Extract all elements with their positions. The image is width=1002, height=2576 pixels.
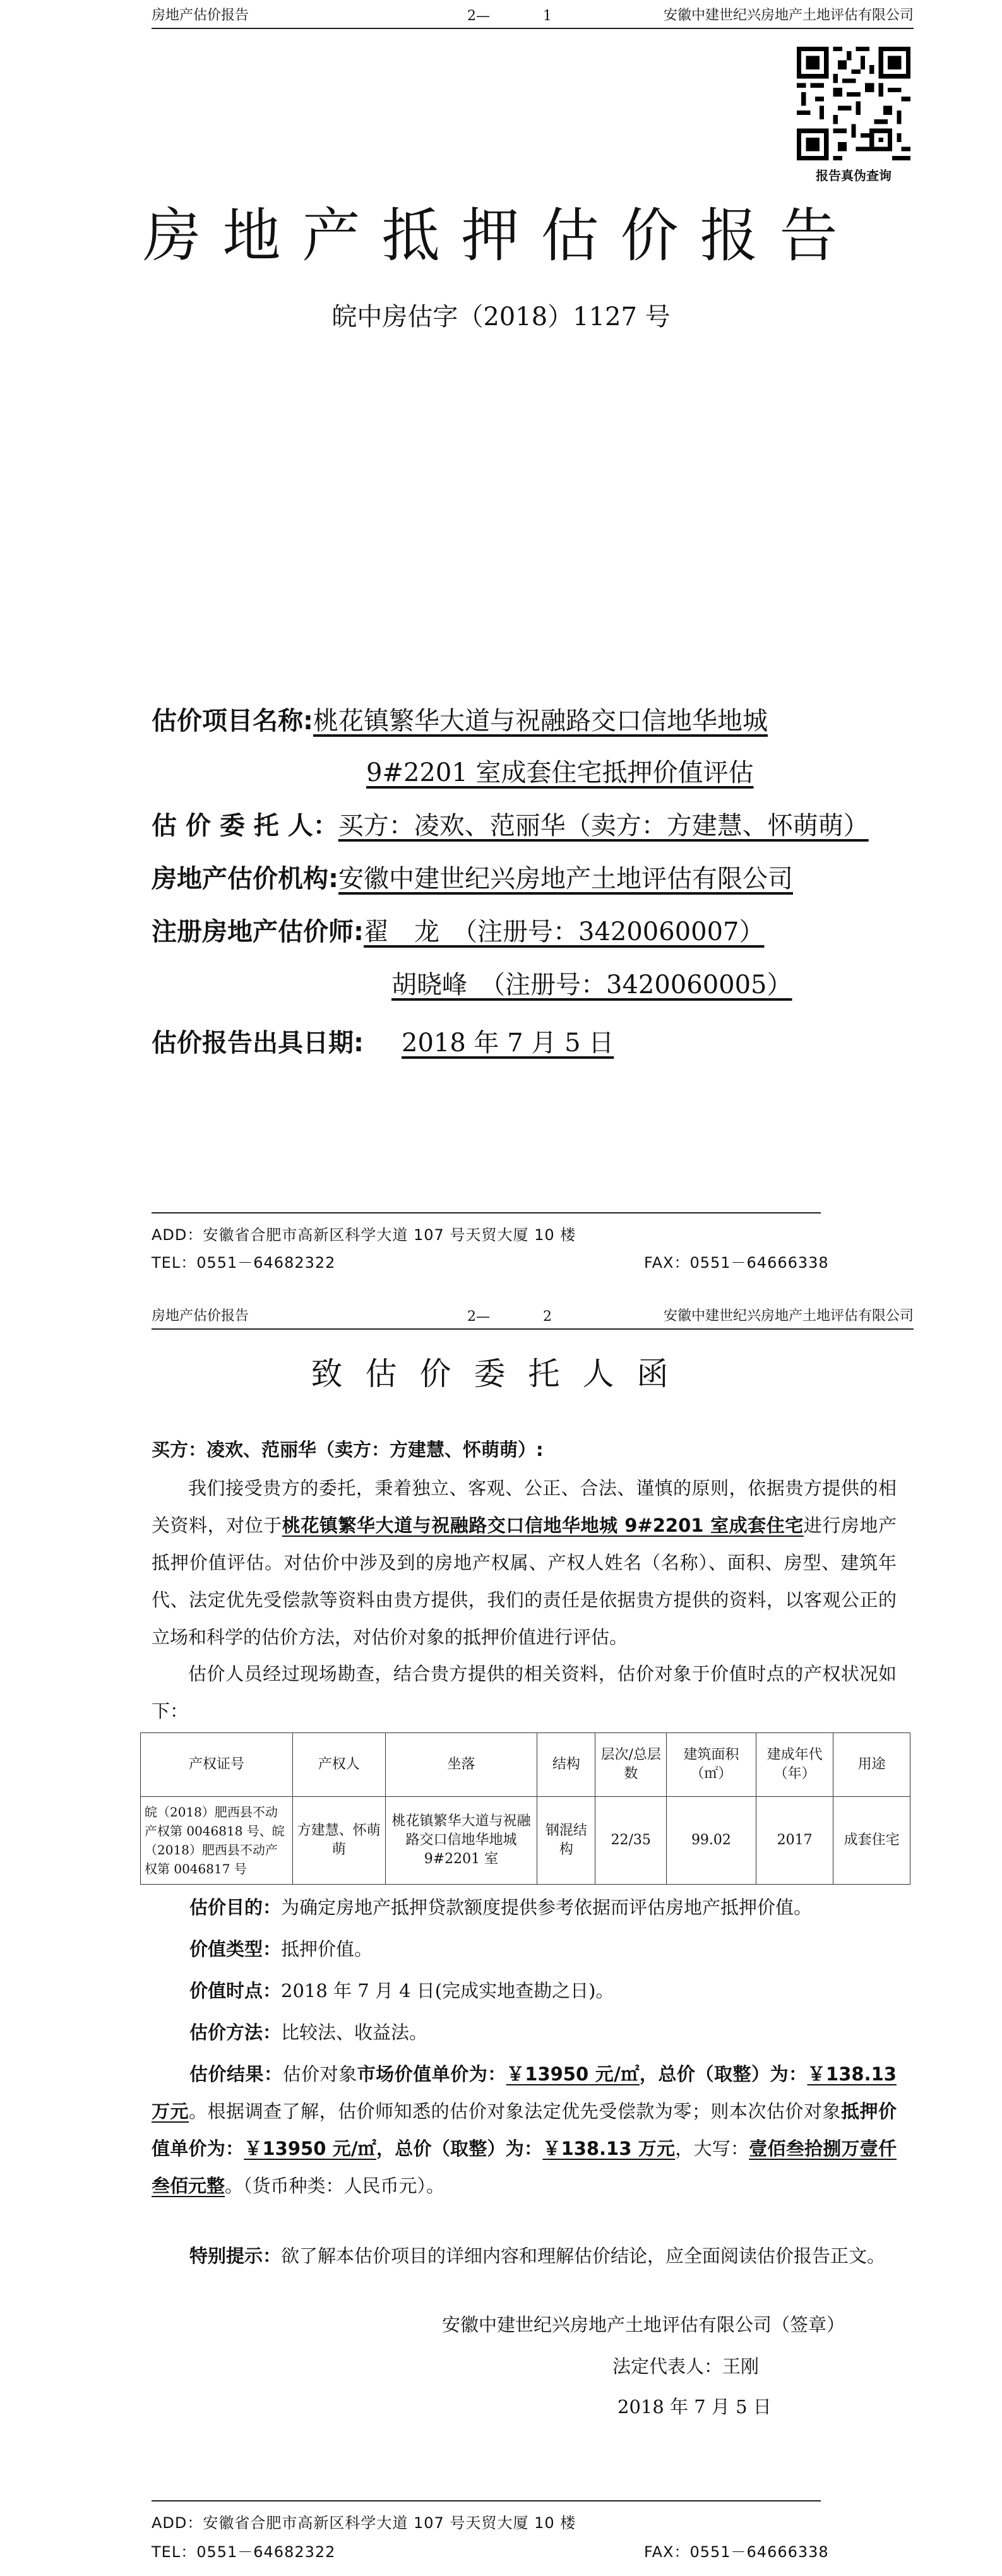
page-header [152, 0, 914, 29]
footer-contact [152, 2539, 859, 2561]
result-label: 估价结果： [189, 2063, 283, 2085]
notice-value: 欲了解本估价项目的详细内容和理解估价结论，应全面阅读估价报告正文。 [281, 2245, 886, 2267]
property-location: 桃花镇繁华大道与祝融路交口信地华地城 9#2201 室成套住宅 [282, 1515, 804, 1536]
table-header-row [141, 1733, 910, 1797]
header-page-prefix: 2— [467, 8, 490, 24]
table-header-cell: 层次/总层数 [595, 1733, 666, 1797]
appraiser-row-2 [391, 965, 792, 1001]
client-label: 估 价 委 托 人： [152, 811, 338, 840]
letter-paragraph-2: 估价人员经过现场勘查，结合贵方提供的相关资料，估价对象于价值时点的产权状况如下： [152, 1663, 897, 1722]
qr-code-icon[interactable] [797, 47, 910, 160]
report-title: 房地产抵押估价报告 [143, 202, 859, 270]
qr-caption: 报告真伪查询 [816, 168, 892, 183]
project-name-value: 桃花镇繁华大道与祝融路交口信地华地城 [313, 707, 768, 736]
letter-title: 致估价委托人函 [311, 1356, 691, 1392]
notice-label: 特别提示： [189, 2245, 282, 2267]
header-right: 安徽中建世纪兴房地产土地评估有限公司 [663, 8, 914, 23]
method-value: 比较法、收益法。 [281, 2022, 428, 2043]
table-header-cell: 建成年代（年） [756, 1733, 833, 1797]
issue-date-label: 估价报告出具日期: [152, 1029, 364, 1058]
table-cell-owner: 方建慧、怀萌萌 [292, 1797, 385, 1885]
letter-paragraph-1 [152, 1470, 897, 1656]
project-name-row-2 [366, 753, 753, 789]
footer-fax: FAX：0551－64666338 [644, 1254, 829, 1272]
table-header-cell: 产权人 [292, 1733, 385, 1797]
value-time-label: 价值时点： [189, 1980, 282, 2001]
appraiser-value-1: 翟 龙 （注册号：3420060007） [364, 917, 765, 946]
value-type-label: 价值类型： [189, 1938, 282, 1960]
project-name-row [152, 701, 768, 737]
result-text: 。根据调查了解，估价师知悉的估价对象法定优先受偿款为零；则本次估价对象 [189, 2101, 841, 2122]
table-cell-area: 99.02 [666, 1797, 756, 1885]
header-page-prefix: 2— [467, 1309, 490, 1325]
result-text: ，大写： [675, 2138, 749, 2159]
footer-address: ADD：安徽省合肥市高新区科学大道 107 号天贸大厦 10 楼 [152, 1226, 576, 1244]
value-type-value: 抵押价值。 [281, 1938, 373, 1960]
market-total-price: ￥138.13 万元 [152, 2063, 897, 2122]
table-header-cell: 结构 [537, 1733, 595, 1797]
client-value: 买方：凌欢、范丽华（卖方：方建慧、怀萌萌） [338, 811, 869, 840]
table-cell-location: 桃花镇繁华大道与祝融路交口信地华地城 9#2201 室 [385, 1797, 537, 1885]
letter-date: 2018 年 7 月 5 日 [617, 2396, 772, 2418]
company-signature: 安徽中建世纪兴房地产土地评估有限公司（签章） [442, 2314, 845, 2335]
project-name-label: 估价项目名称: [152, 707, 313, 736]
header-left: 房地产估价报告 [152, 8, 249, 23]
footer-address: ADD：安徽省合肥市高新区科学大道 107 号天贸大厦 10 楼 [152, 2514, 576, 2532]
header-right: 安徽中建世纪兴房地产土地评估有限公司 [663, 1308, 914, 1324]
paragraph-1-text-c: 进行房地产抵押价值评估。对估价中涉及到的房地产权属、产权人姓名（名称）、面积、房型、建筑年代、法定优先受偿款等资料由贵方提供，我们的责任是依据贵方提供的资料，以客观公正的立场和科学的估价方法，对估价对象的抵押价值进行评估。 [152, 1515, 897, 1648]
purpose-value: 为确定房地产抵押贷款额度提供参考依据而评估房地产抵押价值。 [281, 1897, 813, 1918]
client-row [152, 806, 869, 842]
header-page-number: 2 [543, 1309, 552, 1325]
market-price-label: 市场价值单价为： [357, 2063, 506, 2085]
result-item [152, 2056, 897, 2205]
table-cell-floor: 22/35 [595, 1797, 666, 1885]
page-header [152, 1301, 914, 1330]
issue-date-row [152, 1023, 652, 1059]
purpose-label: 估价目的： [189, 1897, 282, 1918]
mortgage-total-price: ￥138.13 万元 [542, 2138, 676, 2159]
table-cell-use: 成套住宅 [833, 1797, 910, 1885]
header-left: 房地产估价报告 [152, 1308, 249, 1324]
method-label: 估价方法： [189, 2022, 282, 2043]
market-unit-price: ￥13950 元/㎡ [506, 2063, 640, 2085]
letter-page [0, 1301, 1002, 2576]
letter-addressee: 买方：凌欢、范丽华（卖方：方建慧、怀萌萌）: [152, 1439, 544, 1460]
table-header-cell: 用途 [833, 1733, 910, 1797]
table-header-cell: 建筑面积（㎡） [666, 1733, 756, 1797]
table-header-cell: 坐落 [385, 1733, 537, 1797]
footer-tel: TEL：0551－64682322 [152, 2543, 336, 2561]
header-page-number: 1 [543, 8, 552, 24]
project-name-value-2: 9#2201 室成套住宅抵押价值评估 [366, 758, 754, 787]
agency-value: 安徽中建世纪兴房地产土地评估有限公司 [338, 864, 793, 893]
appraiser-label: 注册房地产估价师: [152, 917, 364, 946]
table-cell-structure: 钢混结构 [537, 1797, 595, 1885]
mortgage-price-label: 抵押价值单价为： [152, 2101, 897, 2159]
paragraph-1-text-a: 我们接受贵方的委托，秉着独立、客观、公正、合法、谨慎的原则，依据贵方提供的相关资料，对位于 [152, 1477, 897, 1536]
footer-fax: FAX：0551－64666338 [644, 2543, 829, 2561]
agency-label: 房地产估价机构: [152, 864, 338, 893]
agency-row [152, 859, 793, 895]
value-time-value: 2018 年 7 月 4 日(完成实地查勘之日)。 [281, 1980, 614, 2001]
mortgage-total-label: ，总价（取整）为： [376, 2138, 543, 2159]
footer-contact [152, 1250, 859, 1272]
mortgage-unit-price: ￥13950 元/㎡ [244, 2138, 377, 2159]
amount-in-words: 壹佰叁拾捌万壹仟叁佰元整 [152, 2138, 897, 2197]
issue-date-value: 2018 年 7 月 5 日 [402, 1029, 614, 1058]
appraiser-value-2: 胡晓峰 （注册号：3420060005） [391, 970, 792, 999]
footer-divider [152, 2500, 821, 2501]
value-type-item [189, 1931, 897, 1968]
market-total-label: ，总价（取整）为： [639, 2063, 808, 2085]
table-header-cell: 产权证号 [141, 1733, 293, 1797]
result-text: 估价对象 [282, 2063, 357, 2085]
legal-representative: 法定代表人：王刚 [612, 2356, 760, 2377]
value-time-item [189, 1972, 897, 2010]
report-number: 皖中房估字（2018）1127 号 [331, 302, 671, 331]
purpose-item [189, 1889, 897, 1926]
table-cell-cert: 皖（2018）肥西县不动产权第 0046818 号、皖（2018）肥西县不动产权第 0046817 号 [141, 1797, 293, 1885]
appraiser-row [152, 912, 765, 948]
table-row [141, 1797, 910, 1885]
table-cell-year: 2017 [756, 1797, 833, 1885]
method-item [189, 2014, 897, 2051]
property-table [140, 1732, 910, 1885]
footer-tel: TEL：0551－64682322 [152, 1254, 336, 1272]
footer-divider [152, 1212, 821, 1213]
notice-item [152, 2238, 897, 2275]
currency-note: 。（货币种类：人民币元）。 [225, 2175, 445, 2197]
